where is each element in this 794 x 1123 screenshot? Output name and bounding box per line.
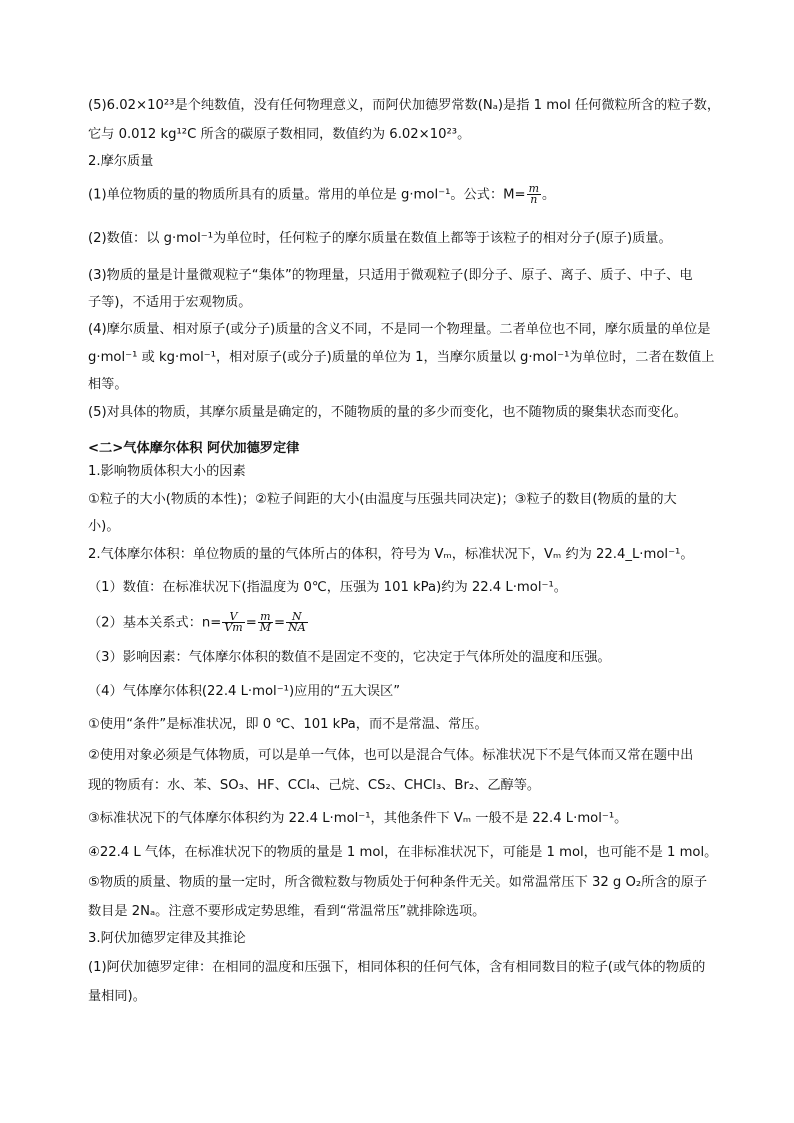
text-line: (5)6.02×10²³是个纯数值，没有任何物理意义，而阿伏加德罗常数(Nₐ)是指 1 mol 任何微粒所含的粒子数， <box>88 98 721 113</box>
text-line: 2.摩尔质量 <box>88 154 154 169</box>
fraction-m-over-n <box>527 184 541 205</box>
text-line-relation-formula <box>88 612 309 633</box>
fraction-numerator: m <box>258 612 273 623</box>
text-span: 。 <box>542 187 556 203</box>
text-line: 量相同)。 <box>88 989 146 1004</box>
text-line: (2)数值：以 g·mol⁻¹为单位时，任何粒子的摩尔质量在数值上都等于该粒子的相对分子(原子)质量。 <box>88 231 672 246</box>
text-line: （1）数值：在标准状况下(指温度为 0℃，压强为 101 kPa)约为 22.4 L·mol⁻¹。 <box>88 580 567 595</box>
text-line: g·mol⁻¹ 或 kg·mol⁻¹，相对原子(或分子)质量的单位为 1，当摩尔质量以 g·mol⁻¹为单位时，二者在数值上 <box>88 350 715 365</box>
text-span: （2）基本关系式：n= <box>88 615 222 631</box>
text-line: ③标准状况下的气体摩尔体积约为 22.4 L·mol⁻¹，其他条件下 Vₘ 一般不是 22.4 L·mol⁻¹。 <box>88 811 628 826</box>
fraction-denominator: M <box>259 621 272 634</box>
text-line: 3.阿伏加德罗定律及其推论 <box>88 931 246 946</box>
text-line: 2.气体摩尔体积：单位物质的量的气体所占的体积，符号为 Vₘ，标准状况下，Vₘ 约为 22.4_L·mol⁻¹。 <box>88 547 694 562</box>
text-line-molar-mass-formula <box>88 184 555 205</box>
fraction-numerator: N <box>286 612 308 623</box>
text-line: ⑤物质的质量、物质的量一定时，所含微粒数与物质处于何种条件无关。如常温常压下 32 g O₂所含的原子 <box>88 875 708 890</box>
section-heading: <二>气体摩尔体积 阿伏加德罗定律 <box>88 441 300 456</box>
fraction-numerator: m <box>528 182 539 195</box>
text-span: (1)单位物质的量的物质所具有的质量。常用的单位是 g·mol⁻¹。公式：M= <box>88 187 526 203</box>
text-line: 数目是 2Nₐ。注意不要形成定势思维，看到“常温常压”就排除选项。 <box>88 904 486 919</box>
text-line: 它与 0.012 kg¹²C 所含的碳原子数相同，数值约为 6.02×10²³。 <box>88 127 471 142</box>
text-line: ①使用“条件”是标准状况，即 0 ℃、101 kPa，而不是常温、常压。 <box>88 717 488 732</box>
text-line: ④22.4 L 气体，在标准状况下的物质的量是 1 mol，在非标准状况下，可能是 1 mol，也可能不是 1 mol。 <box>88 845 718 860</box>
text-line: 子等)，不适用于宏观物质。 <box>88 295 252 310</box>
text-line: (5)对具体的物质，其摩尔质量是确定的，不随物质的量的多少而变化，也不随物质的聚集状态而变化。 <box>88 405 687 420</box>
text-line: 现的物质有：水、苯、SO₃、HF、CCl₄、己烷、CS₂、CHCl₃、Br₂、乙醇等。 <box>88 778 541 793</box>
text-line: 相等。 <box>88 377 128 392</box>
fraction-m-over-M <box>258 612 273 633</box>
fraction-denominator: Vm <box>224 621 243 634</box>
text-line: （4）气体摩尔体积(22.4 L·mol⁻¹)应用的“五大误区” <box>88 684 401 699</box>
text-line: ②使用对象必须是气体物质，可以是单一气体，也可以是混合气体。标准状况下不是气体而又常在题中出 <box>88 748 694 763</box>
fraction-v-over-vm <box>222 612 244 633</box>
text-span: = <box>274 615 286 631</box>
fraction-denominator: NA <box>288 621 306 634</box>
fraction-N-over-NA <box>286 612 308 633</box>
fraction-denominator: n <box>530 193 538 206</box>
text-line: （3）影响因素：气体摩尔体积的数值不是固定不变的，它决定于气体所处的温度和压强。 <box>88 650 611 665</box>
text-line: (1)阿伏加德罗定律：在相同的温度和压强下，相同体积的任何气体，含有相同数目的粒子(或气体的物质的 <box>88 960 706 975</box>
fraction-numerator: V <box>222 612 244 623</box>
text-line: (3)物质的量是计量微观粒子“集体”的物理量，只适用于微观粒子(即分子、原子、离子、质子、中子、电 <box>88 268 693 283</box>
text-line: ①粒子的大小(物质的本性)；②粒子间距的大小(由温度与压强共同决定)；③粒子的数目(物质的量的大 <box>88 492 677 507</box>
text-line: 1.影响物质体积大小的因素 <box>88 464 246 479</box>
text-line: (4)摩尔质量、相对原子(或分子)质量的含义不同，不是同一个物理量。二者单位也不同，摩尔质量的单位是 <box>88 322 711 337</box>
text-span: = <box>245 615 257 631</box>
text-line: 小)。 <box>88 519 120 534</box>
